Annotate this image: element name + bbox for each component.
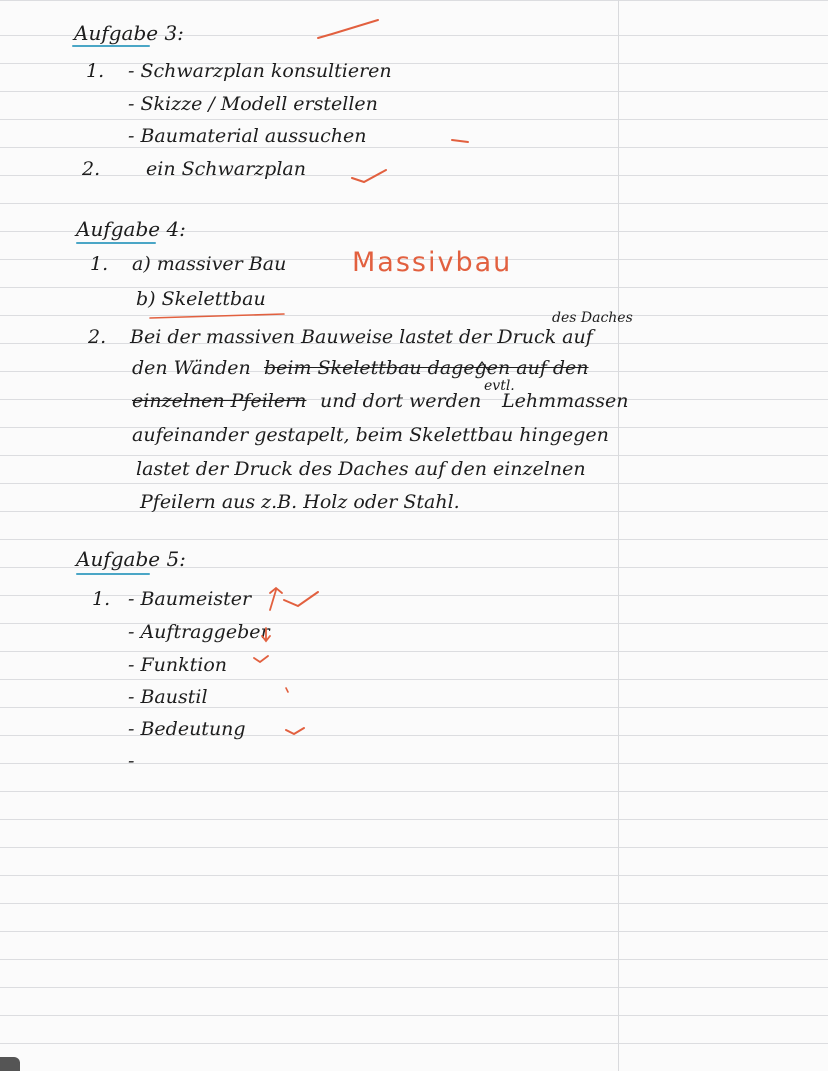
a5-item-3: - Funktion	[128, 654, 228, 676]
a4-number-1: 1.	[90, 253, 109, 275]
aufgabe-3-heading: Aufgabe 3:	[74, 21, 184, 45]
red-tick	[286, 728, 304, 734]
a5-number-1: 1.	[92, 588, 111, 610]
a5-item-2: - Auftraggeber	[128, 621, 270, 643]
a5-item-1: - Baumeister	[128, 588, 252, 610]
page-corner-shadow	[0, 1057, 20, 1071]
a3-answer-2: ein Schwarzplan	[146, 158, 306, 180]
red-arrow-up	[270, 588, 282, 610]
a4-insert-des-daches: des Daches	[552, 310, 633, 326]
a4-line-3c: Lehmmassen	[502, 390, 629, 412]
a4-insert-small: evtl.	[484, 378, 515, 394]
a3-item-1: - Schwarzplan konsultieren	[128, 60, 392, 82]
a4-line-5: lastet der Druck des Daches auf den einzelnen	[136, 458, 586, 480]
a3-item-2: - Skizze / Modell erstellen	[128, 93, 378, 115]
a4-number-2: 2.	[88, 326, 107, 348]
red-tick	[318, 20, 378, 38]
a4-line-2b-struck: beim Skelettbau dagegen auf den	[264, 357, 589, 379]
a3-number-2: 2.	[82, 158, 101, 180]
a5-item-5: - Bedeutung	[128, 718, 246, 740]
a5-item-6: -	[128, 750, 135, 772]
a4-line-3b: und dort werden	[320, 390, 482, 412]
a3-number-1: 1.	[86, 60, 105, 82]
a4-correction: Massivbau	[352, 247, 513, 278]
a4-item-a: a) massiver Bau	[132, 253, 287, 275]
a4-line-1: Bei der massiven Bauweise lastet der Druck auf	[130, 326, 593, 348]
a4-line-6: Pfeilern aus z.B. Holz oder Stahl.	[140, 491, 460, 513]
red-dash	[452, 140, 468, 142]
red-arrow-down	[262, 628, 270, 641]
red-tick	[254, 656, 268, 662]
red-tick	[352, 170, 386, 182]
a4-item-b: b) Skelettbau	[136, 288, 266, 310]
a5-item-4: - Baustil	[128, 686, 208, 708]
aufgabe-4-heading: Aufgabe 4:	[76, 217, 186, 241]
red-dot	[286, 688, 288, 692]
a4-line-3a-struck: einzelnen Pfeilern	[132, 390, 307, 412]
a4-line-2a: den Wänden	[132, 357, 251, 379]
a4-line-4: aufeinander gestapelt, beim Skelettbau hingegen	[132, 424, 609, 446]
red-tick	[284, 592, 318, 606]
insert-caret	[476, 362, 488, 370]
red-underline	[150, 314, 284, 318]
aufgabe-5-heading: Aufgabe 5:	[76, 547, 186, 571]
a3-item-3: - Baumaterial aussuchen	[128, 125, 367, 147]
